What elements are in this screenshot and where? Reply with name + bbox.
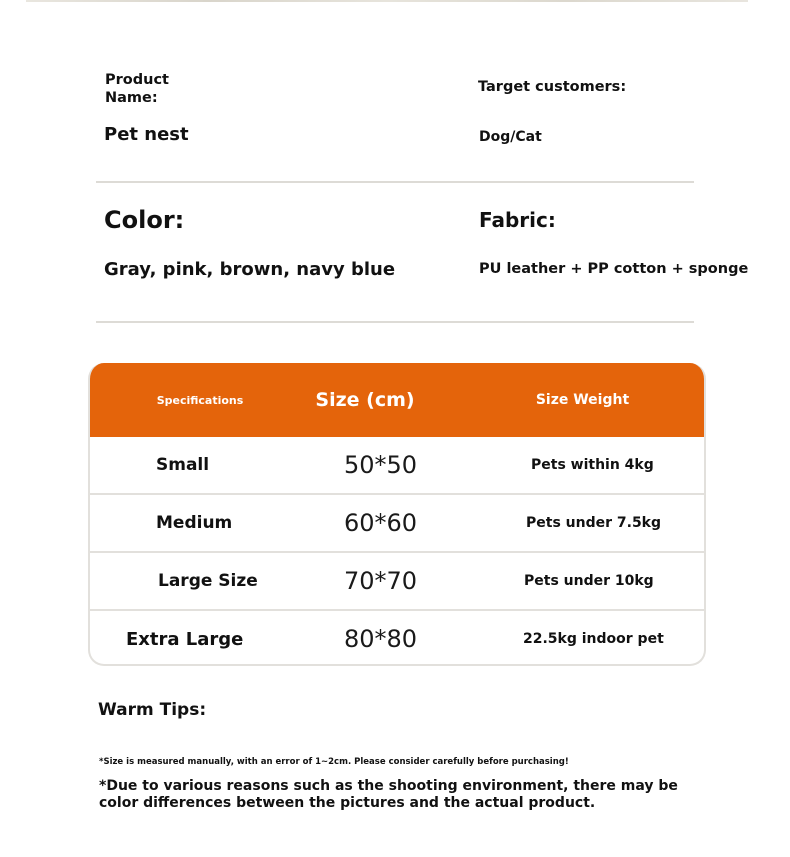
table-row bbox=[90, 437, 704, 493]
section-divider bbox=[96, 321, 694, 323]
spec-name: Small bbox=[156, 455, 210, 475]
fabric-value: PU leather + PP cotton + sponge bbox=[479, 261, 749, 277]
color-value: Gray, pink, brown, navy blue bbox=[104, 259, 396, 280]
fabric-label: Fabric: bbox=[479, 208, 556, 232]
header-specifications: Specifications bbox=[156, 393, 244, 407]
spec-size: 70*70 bbox=[344, 567, 418, 595]
table-header bbox=[90, 363, 704, 437]
target-customers-value: Dog/Cat bbox=[479, 129, 542, 145]
header-size-weight: Size Weight bbox=[535, 392, 630, 408]
spec-size: 60*60 bbox=[344, 509, 418, 537]
spec-weight: Pets within 4kg bbox=[531, 457, 654, 473]
spec-weight: Pets under 10kg bbox=[524, 573, 654, 589]
tip-measurement: *Size is measured manually, with an error of 1~2cm. Please consider carefully before purchasing! bbox=[99, 757, 569, 767]
table-row bbox=[90, 493, 704, 551]
spec-name: Medium bbox=[156, 513, 233, 533]
table-row bbox=[90, 551, 704, 609]
spec-size: 50*50 bbox=[344, 451, 418, 479]
section-divider bbox=[96, 181, 694, 183]
product-name-value: Pet nest bbox=[104, 124, 189, 145]
product-name-label: Product Name: bbox=[105, 72, 169, 106]
spec-size: 80*80 bbox=[344, 625, 418, 653]
color-label: Color: bbox=[104, 206, 185, 234]
spec-name: Large Size bbox=[158, 571, 258, 591]
warm-tips-title: Warm Tips: bbox=[98, 700, 207, 720]
target-customers-label: Target customers: bbox=[478, 79, 627, 95]
tip-color-difference: *Due to various reasons such as the shooting environment, there may be color differences between the pictures and the actual product. bbox=[99, 778, 678, 811]
spec-name: Extra Large bbox=[126, 628, 244, 650]
table-row bbox=[90, 609, 704, 666]
specification-table bbox=[88, 363, 706, 666]
spec-weight: Pets under 7.5kg bbox=[526, 515, 662, 531]
top-edge-divider bbox=[26, 0, 748, 2]
spec-weight: 22.5kg indoor pet bbox=[523, 631, 664, 647]
header-size: Size (cm) bbox=[315, 389, 415, 411]
